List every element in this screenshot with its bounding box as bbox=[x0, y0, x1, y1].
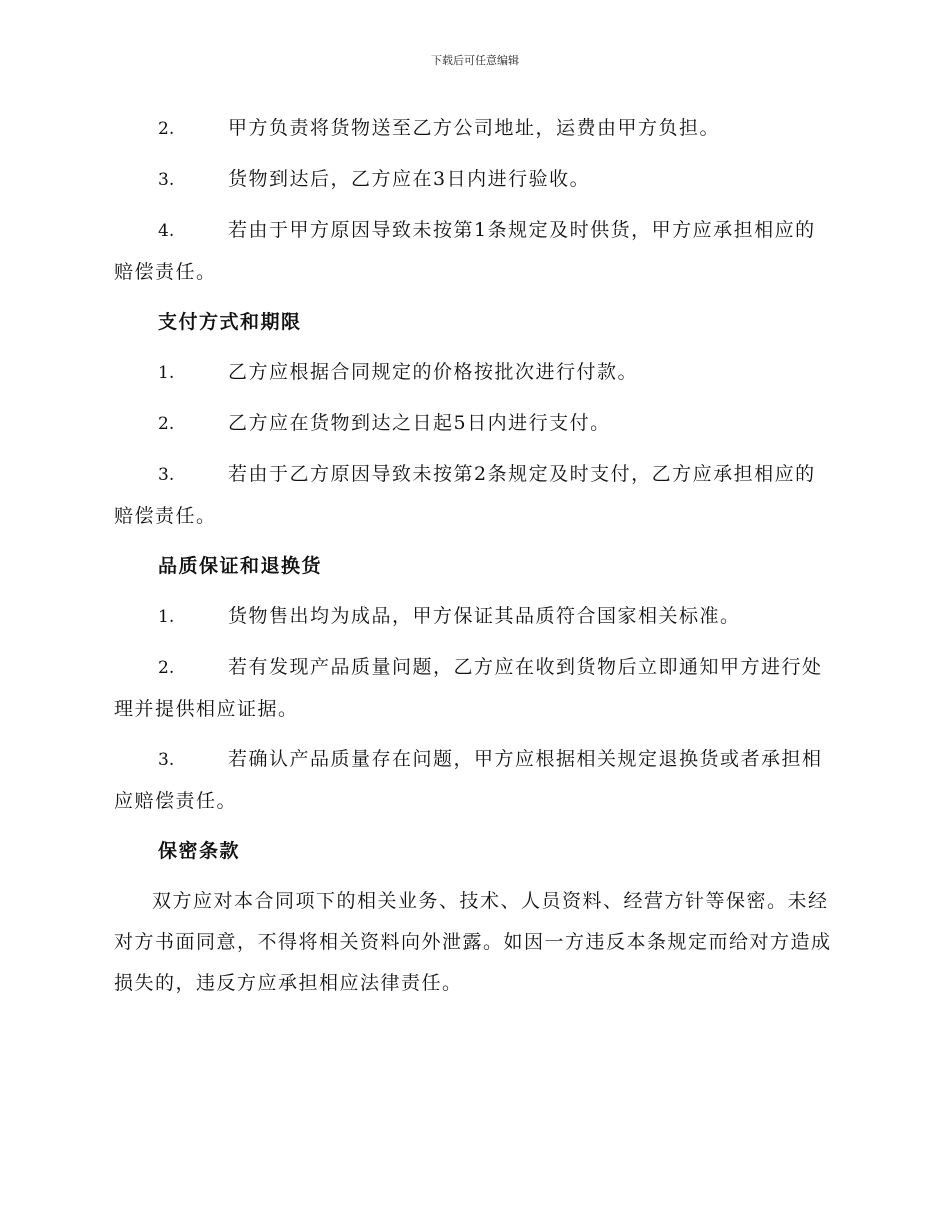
section-heading-confidentiality: 保密条款 bbox=[158, 840, 241, 862]
delivery-item-2 bbox=[114, 108, 834, 150]
payment-item-3 bbox=[114, 454, 834, 537]
item-text: 若由于甲方原因导致未按第1条规定及时供货，甲方应承担相应的赔偿责任。 bbox=[114, 219, 816, 283]
item-text: 若有发现产品质量问题，乙方应在收到货物后立即通知甲方进行处理并提供相应证据。 bbox=[114, 656, 823, 720]
item-text: 若确认产品质量存在问题，甲方应根据相关规定退换货或者承担相应赔偿责任。 bbox=[114, 748, 823, 812]
item-number: 2. bbox=[158, 119, 175, 139]
page-header: 下载后可任意编辑 bbox=[431, 54, 519, 67]
item-number: 3. bbox=[158, 750, 175, 770]
item-number: 2. bbox=[158, 658, 175, 678]
item-text: 若由于乙方原因导致未按第2条规定及时支付，乙方应承担相应的赔偿责任。 bbox=[114, 463, 816, 527]
item-number: 3. bbox=[158, 170, 175, 190]
item-number: 1. bbox=[158, 363, 175, 383]
item-number: 3. bbox=[158, 465, 175, 485]
quality-item-3 bbox=[114, 739, 834, 822]
delivery-item-4 bbox=[114, 210, 834, 293]
item-text: 甲方负责将货物送至乙方公司地址，运费由甲方负担。 bbox=[228, 117, 721, 139]
item-number: 2. bbox=[158, 414, 175, 434]
quality-item-2 bbox=[114, 647, 834, 730]
confidentiality-paragraph: 双方应对本合同项下的相关业务、技术、人员资料、经营方针等保密。未经对方书面同意，不得将相关资料向外泄露。如因一方违反本条规定而给对方造成损失的，违反方应承担相应法律责任。 bbox=[114, 890, 832, 994]
item-text: 乙方应根据合同规定的价格按批次进行付款。 bbox=[228, 361, 639, 383]
payment-item-2 bbox=[114, 403, 834, 445]
item-number: 1. bbox=[158, 607, 175, 627]
quality-item-1 bbox=[114, 596, 834, 638]
item-number: 4. bbox=[158, 221, 175, 241]
item-text: 货物售出均为成品，甲方保证其品质符合国家相关标准。 bbox=[228, 605, 741, 627]
item-text: 乙方应在货物到达之日起5日内进行支付。 bbox=[228, 412, 611, 434]
item-text: 货物到达后，乙方应在3日内进行验收。 bbox=[228, 168, 591, 190]
document-body bbox=[114, 108, 834, 1004]
payment-item-1 bbox=[114, 352, 834, 394]
section-heading-payment: 支付方式和期限 bbox=[158, 311, 302, 333]
delivery-item-3 bbox=[114, 159, 834, 201]
section-heading-quality: 品质保证和退换货 bbox=[158, 555, 323, 577]
